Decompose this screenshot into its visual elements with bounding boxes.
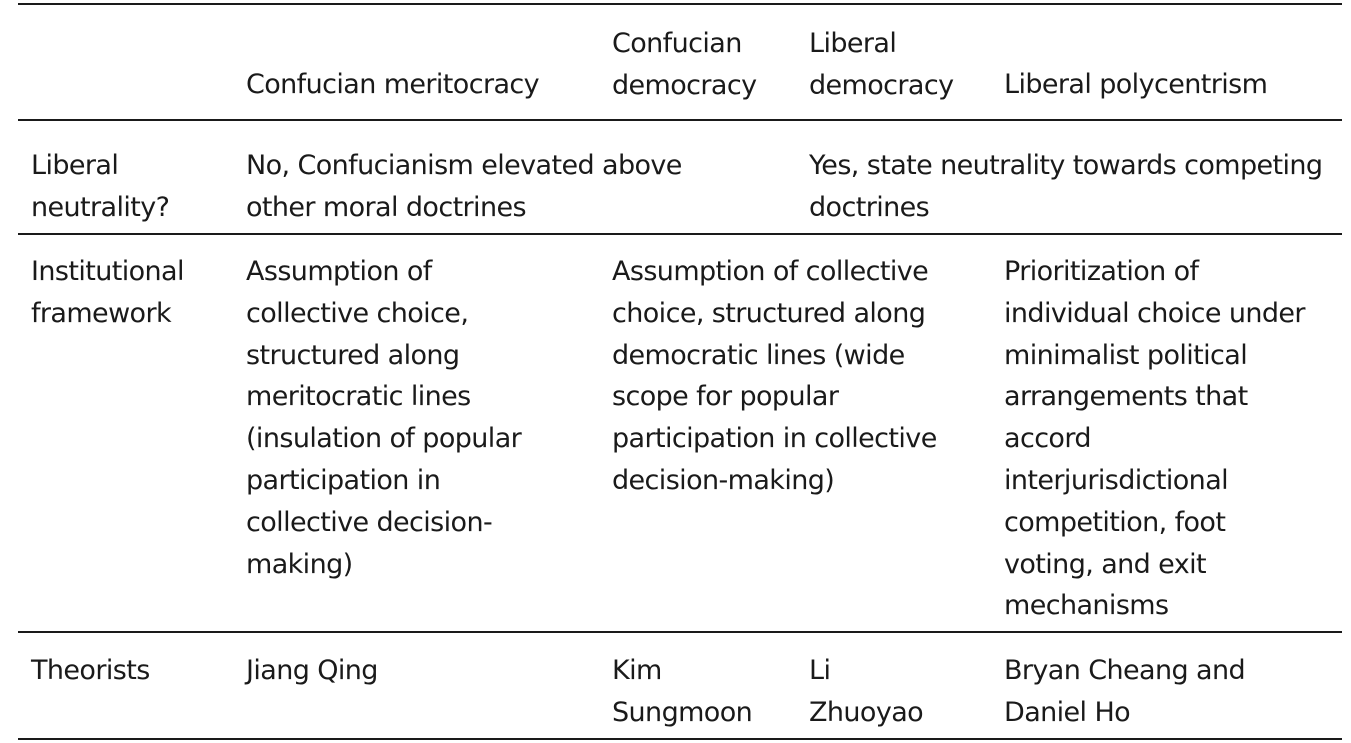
header-confucian-meritocracy: Confucian meritocracy	[246, 69, 540, 100]
row-label-liberal-neutrality: Liberal neutrality?	[31, 150, 170, 223]
row-label-theorists: Theorists	[31, 655, 150, 686]
row-label-institutional-framework: Institutional framework	[31, 256, 184, 329]
cell-neutrality-liberal: Yes, state neutrality towards competing doctrines	[809, 150, 1323, 223]
header-confucian-democracy: Confucian democracy	[612, 28, 757, 101]
table-bottom-rule	[18, 738, 1342, 740]
cell-framework-democracy: Assumption of collective choice, structured along democratic lines (wide scope for popular participation in collective decision-making)	[612, 256, 937, 496]
table-top-rule	[18, 3, 1342, 5]
cell-theorist-liberal-democracy: Li Zhuoyao	[809, 655, 924, 728]
header-liberal-polycentrism: Liberal polycentrism	[1004, 69, 1268, 100]
cell-theorist-meritocracy: Jiang Qing	[246, 655, 378, 686]
cell-theorist-confucian-democracy: Kim Sungmoon	[612, 655, 753, 728]
cell-framework-polycentrism: Prioritization of individual choice under minimalist political arrangements that accord interjurisdictional competition, foot voting, and exit mechanisms	[1004, 256, 1305, 622]
cell-framework-meritocracy: Assumption of collective choice, structured along meritocratic lines (insulation of popular participation in collective decision- making)	[246, 256, 522, 580]
header-rule	[18, 119, 1342, 121]
row-rule	[18, 233, 1342, 235]
cell-neutrality-confucian: No, Confucianism elevated above other moral doctrines	[246, 150, 682, 223]
cell-theorist-polycentrism: Bryan Cheang and Daniel Ho	[1004, 655, 1245, 728]
header-liberal-democracy: Liberal democracy	[809, 28, 954, 101]
row-rule	[18, 631, 1342, 633]
